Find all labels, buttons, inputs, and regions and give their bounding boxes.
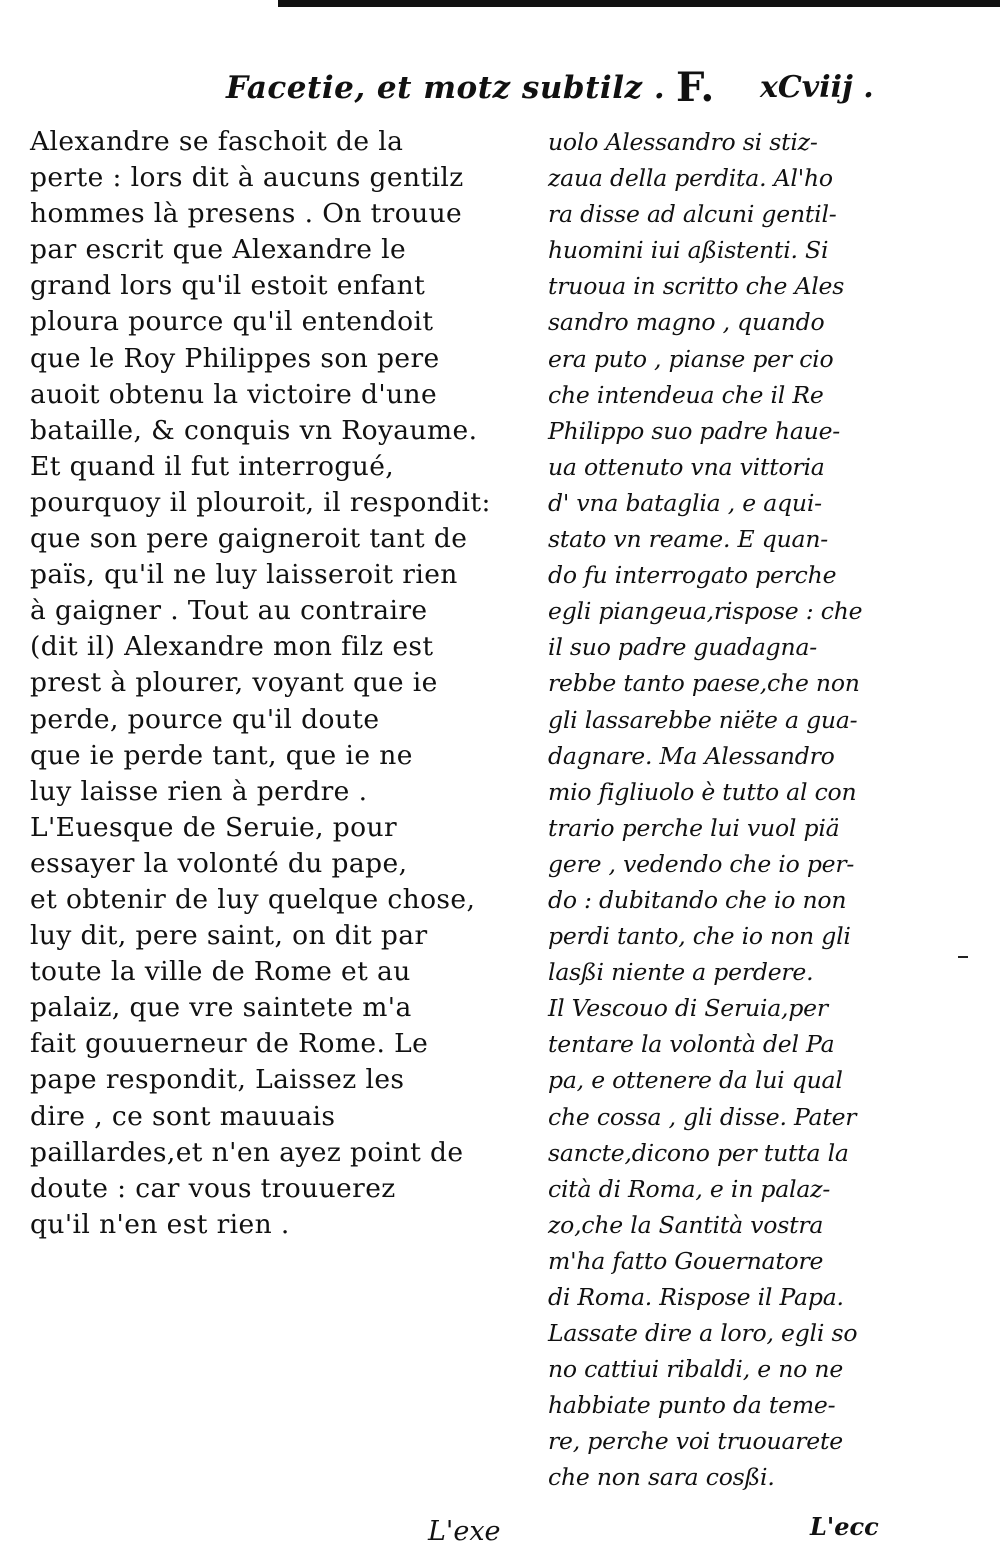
french-text-line: que le Roy Philippes son pere xyxy=(30,342,440,374)
italian-text-line: perdi tanto, che io non gli xyxy=(548,922,851,951)
italian-text-line: huomini iui aßistenti. Si xyxy=(548,236,829,265)
french-text-line: luy dit, pere saint, on dit par xyxy=(30,920,428,952)
margin-mark xyxy=(958,956,968,958)
french-text-line: bataille, & conquis vn Royaume. xyxy=(30,414,478,446)
italian-text-line: zaua della perdita. Al'ho xyxy=(548,164,833,193)
french-text-line: perde, pource qu'il doute xyxy=(30,703,380,735)
italian-text-line: cità di Roma, e in palaz- xyxy=(548,1174,831,1203)
italian-text-line: era puto , pianse per cio xyxy=(548,344,834,373)
french-text-line: que ie perde tant, que ie ne xyxy=(30,739,413,771)
french-text-line: à gaigner . Tout au contraire xyxy=(30,595,428,627)
italian-text-line: lasßi niente a perdere. xyxy=(548,958,814,987)
italian-text-line: trario perche lui vuol piä xyxy=(548,813,840,842)
french-text-line: pourquoy il plouroit, il respondit: xyxy=(30,486,491,518)
french-text-line: luy laisse rien à perdre . xyxy=(30,775,368,807)
italian-text-line: che cossa , gli disse. Pater xyxy=(548,1102,857,1131)
italian-text-line: che intendeua che il Re xyxy=(548,380,824,409)
catchword-italian: L'ecc xyxy=(810,1512,879,1541)
italian-text-line: sandro magno , quando xyxy=(548,308,825,337)
italian-text-line: uolo Alessandro si stiz- xyxy=(548,128,818,156)
italian-text-line: Lassate dire a loro, egli so xyxy=(548,1319,858,1348)
top-border-rule xyxy=(278,0,1000,7)
italian-text-line: ra disse ad alcuni gentil- xyxy=(548,200,837,229)
italian-text-line: zo,che la Santità vostra xyxy=(548,1210,824,1239)
french-text-line: hommes là presens . On trouue xyxy=(30,198,463,230)
french-text-line: auoit obtenu la victoire d'une xyxy=(30,378,438,410)
french-text-line: qu'il n'en est rien . xyxy=(30,1208,290,1240)
italian-text-line: dagnare. Ma Alessandro xyxy=(548,741,835,770)
running-head-title: Facetie, et motz subtilz . xyxy=(226,70,666,106)
italian-column xyxy=(548,124,893,1496)
italian-text-line: stato vn reame. E quan- xyxy=(548,525,829,554)
italian-text-line: pa, e ottenere da lui qual xyxy=(548,1066,843,1095)
french-text-line: doute : car vous trouuerez xyxy=(30,1172,396,1204)
french-text-line: fait gouuerneur de Rome. Le xyxy=(30,1028,429,1060)
italian-text-line: tentare la volontà del Pa xyxy=(548,1030,835,1059)
french-text-line: et obtenir de luy quelque chose, xyxy=(30,883,476,915)
french-text-line: Alexandre se faschoit de la xyxy=(30,126,404,157)
french-text-line: grand lors qu'il estoit enfant xyxy=(30,270,426,302)
italian-text-line: egli piangeua,rispose : che xyxy=(548,597,863,626)
french-text-line: (dit il) Alexandre mon filz est xyxy=(30,631,434,663)
french-text-line: paillardes,et n'en ayez point de xyxy=(30,1136,464,1168)
french-text-line: toute la ville de Rome et au xyxy=(30,956,411,988)
italian-text-line: Philippo suo padre haue- xyxy=(548,416,841,445)
italian-text-line: mio figliuolo è tutto al con xyxy=(548,777,857,806)
italian-text-line: Il Vescouo di Seruia,per xyxy=(548,994,828,1023)
italian-text-line: il suo padre guadagna- xyxy=(548,633,817,662)
italian-text-line: sancte,dicono per tutta la xyxy=(548,1138,849,1167)
french-text-line: que son pere gaigneroit tant de xyxy=(30,523,468,555)
french-text-line: païs, qu'il ne luy laisseroit rien xyxy=(30,559,458,591)
italian-text-line: gli lassarebbe niëte a gua- xyxy=(548,705,858,734)
italian-text-line: rebbe tanto paese,che non xyxy=(548,669,860,698)
french-text-line: L'Euesque de Seruie, pour xyxy=(30,811,398,843)
french-text-line: pape respondit, Laissez les xyxy=(30,1064,405,1096)
french-text-line: ploura pource qu'il entendoit xyxy=(30,306,434,338)
italian-text-line: d' vna bataglia , e aqui- xyxy=(548,488,822,517)
french-text-line: essayer la volonté du pape, xyxy=(30,847,408,879)
french-text-line: dire , ce sont mauuais xyxy=(30,1100,336,1132)
french-text-line: palaiz, que vre saintete m'a xyxy=(30,992,412,1024)
italian-text-line: di Roma. Rispose il Papa. xyxy=(548,1283,844,1311)
italian-text-line: ua ottenuto vna vittoria xyxy=(548,452,825,481)
italian-text-line: gere , vedendo che io per- xyxy=(548,849,855,878)
italian-text-line: truoua in scritto che Ales xyxy=(548,272,845,301)
french-text-line: prest à plourer, voyant que ie xyxy=(30,667,438,699)
italian-text-line: m'ha fatto Gouernatore xyxy=(548,1246,824,1275)
italian-text-line: do fu interrogato perche xyxy=(548,561,837,590)
italian-text-line: re, perche voi truouarete xyxy=(548,1427,843,1456)
catchword-french: L'exe xyxy=(428,1516,501,1547)
french-text-line: Et quand il fut interrogué, xyxy=(30,450,395,482)
french-column xyxy=(30,124,530,1243)
italian-text-line: do : dubitando che io non xyxy=(548,885,847,914)
french-text-line: perte : lors dit à aucuns gentilz xyxy=(30,162,464,194)
italian-text-line: no cattiui ribaldi, e no ne xyxy=(548,1355,844,1384)
signature-mark: F. xyxy=(676,64,715,111)
italian-text-line: habbiate punto da teme- xyxy=(548,1391,836,1420)
folio-number: xCviij . xyxy=(760,70,874,105)
italian-text-line: che non sara cosßi. xyxy=(548,1463,775,1492)
running-head xyxy=(0,62,1000,122)
french-text-line: par escrit que Alexandre le xyxy=(30,234,407,266)
